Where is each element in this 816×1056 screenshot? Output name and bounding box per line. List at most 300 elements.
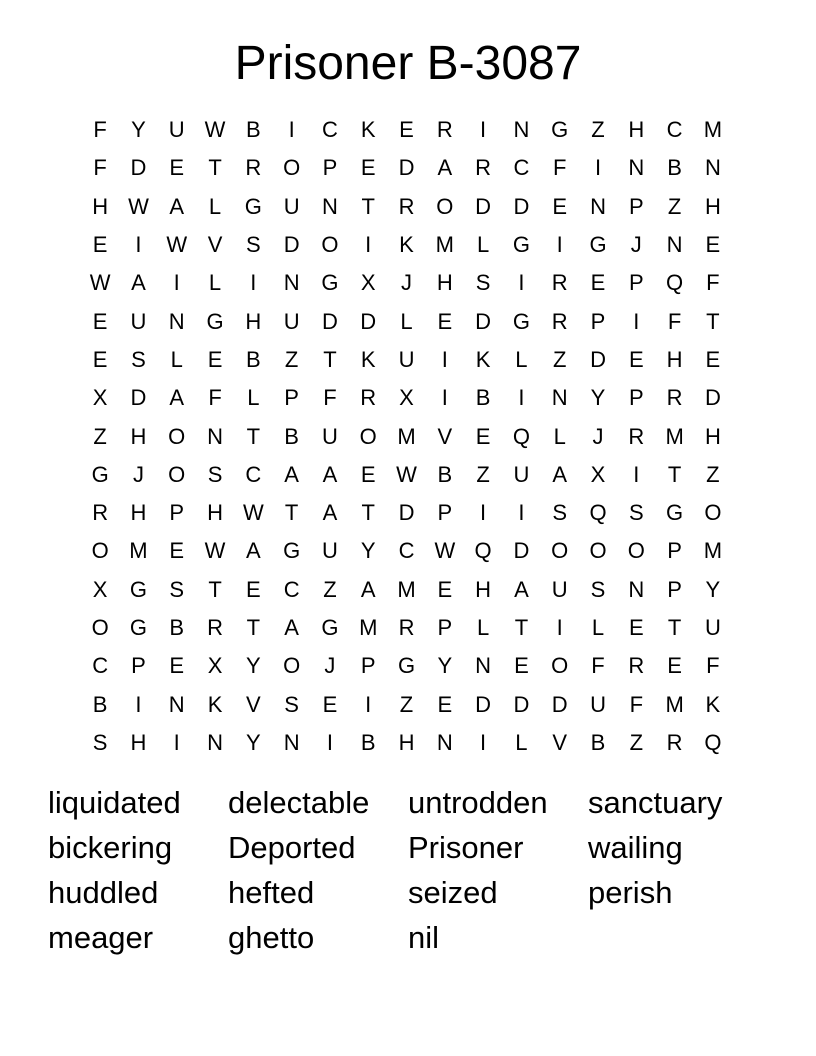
grid-letter: K — [360, 346, 376, 372]
grid-letter: R — [628, 653, 645, 679]
grid-letter: M — [129, 538, 148, 564]
grid-letter: H — [704, 193, 721, 219]
grid-letter: A — [169, 385, 185, 411]
grid-letter: Y — [590, 385, 606, 411]
grid-letter: T — [208, 576, 222, 602]
grid-letter: S — [628, 500, 644, 526]
grid-letter: I — [518, 500, 525, 526]
grid-letter: Q — [666, 270, 684, 296]
grid-letter: L — [208, 193, 222, 219]
grid-letter: U — [283, 193, 300, 219]
grid-letter: R — [551, 270, 568, 296]
grid-letter: E — [628, 615, 644, 640]
grid-letter: Z — [284, 346, 299, 372]
grid-letter: Q — [474, 538, 492, 564]
grid-letter: U — [590, 691, 606, 717]
grid-letter: C — [398, 538, 415, 564]
grid-letter: U — [283, 308, 300, 334]
grid-letter: U — [551, 576, 568, 602]
grid-letter: G — [244, 193, 262, 219]
grid-letter: N — [666, 232, 683, 258]
grid-letter: M — [359, 615, 378, 640]
grid-letter: D — [130, 385, 147, 411]
grid-letter: P — [437, 615, 453, 640]
grid-letter: A — [284, 461, 299, 487]
grid-letter: V — [437, 423, 453, 449]
grid-letter: J — [324, 653, 336, 679]
grid-letter: E — [322, 691, 338, 717]
grid-letter: U — [704, 615, 721, 640]
grid-letter: I — [441, 346, 448, 372]
grid-letter: Y — [437, 653, 453, 679]
grid-letter: P — [437, 500, 453, 526]
grid-letter: R — [551, 308, 568, 334]
grid-letter: B — [284, 423, 299, 449]
grid-letter: O — [627, 538, 645, 564]
grid-letter: D — [398, 155, 415, 181]
grid-letter: T — [514, 615, 529, 640]
grid-letter: J — [592, 423, 604, 449]
grid-letter: W — [204, 538, 226, 564]
grid-letter: M — [665, 691, 684, 717]
grid-letter: R — [398, 615, 415, 640]
letter-grid — [81, 111, 732, 762]
grid-letter: W — [128, 193, 149, 219]
grid-letter: L — [515, 346, 528, 372]
grid-letter: C — [513, 155, 530, 181]
grid-letter: O — [168, 423, 186, 449]
page-title: Prisoner B-3087 — [234, 37, 582, 90]
grid-letter: U — [168, 117, 185, 143]
grid-letter: N — [207, 423, 223, 449]
grid-letter: Q — [589, 500, 607, 526]
grid-letter: E — [437, 691, 453, 717]
grid-letter: I — [173, 270, 180, 296]
grid-letter: O — [704, 500, 722, 526]
grid-letter: N — [513, 117, 530, 143]
grid-letter: G — [512, 232, 530, 258]
grid-letter: D — [704, 385, 721, 411]
grid-letter: S — [590, 576, 606, 602]
grid-letter: G — [129, 615, 147, 640]
grid-letter: G — [206, 308, 224, 334]
grid-letter: K — [475, 346, 491, 372]
grid-letter: Y — [705, 576, 721, 602]
grid-letter: A — [360, 576, 376, 602]
grid-letter: F — [667, 308, 682, 334]
grid-letter: P — [667, 538, 682, 564]
grid-letter: D — [551, 691, 568, 717]
grid-letter: E — [92, 308, 108, 334]
grid-letter: V — [207, 232, 223, 258]
grid-letter: I — [365, 691, 372, 717]
grid-letter: A — [284, 615, 299, 640]
word-list-item: seized — [408, 875, 498, 910]
grid-letter: F — [208, 385, 222, 411]
grid-letter: Y — [245, 653, 261, 679]
grid-letter: X — [207, 653, 223, 679]
grid-letter: Z — [323, 576, 337, 602]
grid-letter: N — [628, 576, 645, 602]
grid-letter: I — [480, 729, 487, 755]
grid-letter: E — [360, 155, 376, 181]
grid-letter: H — [666, 346, 683, 372]
grid-letter: E — [705, 232, 721, 258]
grid-letter: D — [590, 346, 606, 372]
grid-letter: I — [594, 155, 602, 181]
grid-letter: Z — [476, 461, 490, 487]
grid-letter: M — [665, 423, 684, 449]
grid-letter: M — [703, 117, 723, 143]
grid-letter: C — [245, 461, 262, 487]
grid-letter: R — [245, 155, 262, 181]
word-list-item: hefted — [228, 875, 315, 910]
grid-letter: N — [704, 155, 721, 181]
word-list-item: Prisoner — [408, 830, 524, 865]
grid-letter: J — [630, 232, 642, 258]
grid-letter: W — [242, 500, 264, 526]
grid-letter: K — [360, 117, 376, 143]
grid-letter: N — [436, 729, 453, 755]
grid-letter: R — [398, 193, 415, 219]
grid-letter: B — [590, 729, 606, 755]
grid-letter: N — [283, 729, 300, 755]
grid-letter: B — [245, 117, 261, 143]
grid-letter: X — [360, 270, 376, 296]
grid-letter: P — [169, 500, 185, 526]
word-list-item: delectable — [228, 785, 370, 820]
word-list-item: meager — [48, 920, 154, 955]
grid-letter: O — [321, 232, 339, 258]
grid-letter: I — [518, 270, 525, 296]
grid-letter: S — [245, 232, 261, 258]
grid-letter: F — [706, 270, 720, 296]
grid-letter: P — [131, 653, 146, 679]
grid-letter: D — [360, 308, 377, 334]
grid-letter: I — [250, 270, 257, 296]
word-list-item: wailing — [588, 830, 683, 865]
grid-letter: C — [92, 653, 109, 679]
grid-letter: B — [437, 461, 453, 487]
grid-letter: T — [323, 346, 337, 372]
grid-letter: H — [398, 729, 415, 755]
grid-letter: E — [514, 653, 529, 679]
grid-letter: O — [168, 461, 186, 487]
grid-letter: E — [667, 653, 682, 679]
grid-letter: A — [514, 576, 529, 602]
grid-letter: W — [434, 538, 456, 564]
grid-letter: N — [321, 193, 338, 219]
grid-letter: E — [590, 270, 606, 296]
grid-letter: U — [130, 308, 147, 334]
grid-letter: D — [475, 691, 492, 717]
grid-letter: O — [91, 538, 109, 564]
grid-letter: U — [513, 461, 530, 487]
grid-letter: O — [91, 615, 109, 640]
grid-letter: P — [284, 385, 299, 411]
grid-letter: H — [207, 500, 223, 526]
grid-letter: G — [666, 500, 684, 526]
grid-letter: B — [667, 155, 682, 181]
grid-letter: K — [399, 232, 414, 258]
grid-letter: D — [513, 538, 530, 564]
grid-letter: T — [361, 500, 375, 526]
grid-letter: C — [666, 117, 683, 143]
grid-letter: U — [398, 346, 415, 372]
grid-letter: A — [169, 193, 185, 219]
grid-letter: L — [400, 308, 413, 334]
grid-letter: S — [207, 461, 223, 487]
grid-letter: L — [515, 729, 528, 755]
grid-letter: H — [475, 576, 492, 602]
grid-letter: I — [556, 615, 563, 640]
word-list-item: Deported — [228, 830, 356, 865]
grid-letter: P — [590, 308, 606, 334]
grid-letter: D — [130, 155, 147, 181]
grid-letter: V — [245, 691, 261, 717]
grid-letter: D — [321, 308, 338, 334]
word-list-item: perish — [588, 875, 673, 910]
grid-letter: N — [207, 729, 223, 755]
grid-letter: N — [551, 385, 568, 411]
grid-letter: O — [283, 155, 301, 181]
grid-letter: W — [166, 232, 188, 258]
word-list-item: liquidated — [48, 785, 181, 820]
grid-letter: E — [169, 155, 185, 181]
grid-letter: G — [589, 232, 607, 258]
grid-letter: H — [92, 193, 109, 219]
word-list-item: sanctuary — [588, 785, 723, 820]
grid-letter: P — [628, 193, 644, 219]
grid-letter: E — [437, 576, 453, 602]
grid-letter: A — [131, 270, 146, 296]
grid-letter: B — [475, 385, 491, 411]
grid-letter: F — [629, 691, 644, 717]
grid-letter: R — [628, 423, 645, 449]
grid-letter: F — [93, 117, 107, 143]
grid-letter: H — [245, 308, 262, 334]
grid-letter: E — [552, 193, 568, 219]
grid-letter: T — [284, 500, 299, 526]
grid-letter: S — [284, 691, 299, 717]
grid-letter: D — [475, 308, 492, 334]
grid-letter: H — [436, 270, 453, 296]
grid-letter: S — [475, 270, 491, 296]
grid-letter: L — [247, 385, 260, 411]
grid-letter: I — [518, 385, 525, 411]
grid-letter: P — [628, 385, 644, 411]
grid-letter: E — [169, 538, 185, 564]
grid-letter: R — [360, 385, 377, 411]
grid-letter: E — [169, 653, 185, 679]
grid-letter: Z — [629, 729, 644, 755]
grid-letter: E — [92, 232, 108, 258]
grid-letter: C — [283, 576, 300, 602]
grid-letter: R — [207, 615, 223, 640]
grid-letter: I — [135, 232, 142, 258]
grid-letter: H — [130, 729, 147, 755]
word-list-item: untrodden — [408, 785, 548, 820]
word-list-item: nil — [408, 920, 440, 955]
grid-letter: W — [89, 270, 111, 296]
grid-letter: H — [628, 117, 645, 143]
grid-letter: D — [513, 193, 530, 219]
grid-letter: R — [666, 385, 683, 411]
grid-letter: L — [170, 346, 183, 372]
grid-letter: G — [551, 117, 569, 143]
word-list-item: huddled — [48, 875, 159, 910]
grid-letter: K — [207, 691, 223, 717]
grid-letter: B — [360, 729, 376, 755]
grid-letter: S — [131, 346, 146, 372]
grid-letter: Y — [131, 117, 146, 143]
grid-letter: O — [283, 653, 301, 679]
grid-letter: T — [361, 193, 375, 219]
grid-letter: E — [705, 346, 721, 372]
grid-letter: Z — [552, 346, 567, 372]
grid-letter: N — [475, 653, 492, 679]
grid-letter: I — [365, 232, 372, 258]
grid-letter: E — [628, 346, 644, 372]
grid-letter: R — [436, 117, 453, 143]
grid-letter: L — [476, 232, 490, 258]
grid-letter: G — [512, 308, 530, 334]
grid-letter: T — [667, 461, 682, 487]
grid-letter: E — [92, 346, 108, 372]
grid-letter: H — [704, 423, 721, 449]
grid-letter: G — [283, 538, 301, 564]
grid-letter: G — [321, 615, 339, 640]
grid-letter: T — [667, 615, 682, 640]
grid-letter: E — [245, 576, 261, 602]
grid-letter: E — [475, 423, 491, 449]
grid-letter: Y — [245, 729, 261, 755]
grid-letter: R — [92, 500, 109, 526]
grid-letter: G — [129, 576, 147, 602]
grid-letter: Q — [512, 423, 530, 449]
grid-letter: S — [552, 500, 568, 526]
grid-letter: J — [401, 270, 413, 296]
grid-letter: I — [326, 729, 333, 755]
grid-letter: O — [551, 538, 569, 564]
grid-letter: I — [135, 691, 142, 717]
grid-letter: M — [435, 232, 454, 258]
grid-letter: T — [706, 308, 720, 334]
grid-letter: F — [706, 653, 720, 679]
grid-letter: F — [591, 653, 605, 679]
word-list — [48, 782, 788, 962]
grid-letter: W — [396, 461, 417, 487]
grid-letter: R — [475, 155, 492, 181]
grid-letter: W — [204, 117, 226, 143]
grid-letter: P — [322, 155, 338, 181]
grid-letter: I — [480, 117, 487, 143]
grid-letter: I — [480, 500, 487, 526]
grid-letter: U — [321, 423, 338, 449]
grid-letter: G — [397, 653, 416, 679]
grid-letter: X — [92, 385, 108, 411]
grid-letter: A — [437, 155, 453, 181]
grid-letter: F — [552, 155, 567, 181]
grid-letter: R — [666, 729, 683, 755]
grid-letter: P — [628, 270, 644, 296]
grid-letter: H — [130, 423, 147, 449]
grid-letter: B — [169, 615, 185, 640]
grid-letter: A — [245, 538, 261, 564]
grid-letter: V — [552, 729, 568, 755]
grid-letter: M — [703, 538, 723, 564]
grid-letter: B — [92, 691, 108, 717]
grid-letter: A — [322, 461, 338, 487]
grid-letter: D — [283, 232, 300, 258]
grid-letter: N — [628, 155, 645, 181]
grid-letter: Y — [360, 538, 376, 564]
grid-letter: P — [667, 576, 682, 602]
grid-letter: E — [207, 346, 223, 372]
grid-letter: Q — [704, 729, 722, 755]
grid-letter: L — [553, 423, 566, 449]
grid-letter: I — [288, 117, 295, 143]
grid-letter: N — [168, 308, 185, 334]
grid-letter: E — [437, 308, 453, 334]
grid-letter: O — [359, 423, 377, 449]
grid-letter: Z — [399, 691, 414, 717]
grid-letter: X — [92, 576, 108, 602]
grid-letter: L — [476, 615, 490, 640]
word-list-item: bickering — [48, 830, 173, 865]
grid-letter: B — [245, 346, 261, 372]
grid-letter: U — [321, 538, 338, 564]
grid-letter: Z — [706, 461, 720, 487]
grid-letter: M — [397, 423, 416, 449]
grid-letter: D — [475, 193, 492, 219]
grid-letter: S — [92, 729, 108, 755]
grid-letter: T — [208, 155, 222, 181]
grid-letter: K — [705, 691, 721, 717]
grid-letter: G — [321, 270, 339, 296]
grid-letter: J — [132, 461, 144, 487]
grid-letter: S — [169, 576, 185, 602]
grid-letter: D — [513, 691, 530, 717]
grid-letter: M — [397, 576, 416, 602]
grid-letter: I — [633, 308, 640, 334]
grid-letter: T — [246, 423, 261, 449]
grid-letter: N — [168, 691, 185, 717]
grid-letter: A — [322, 500, 338, 526]
grid-letter: L — [208, 270, 222, 296]
grid-letter: O — [589, 538, 607, 564]
grid-letter: X — [399, 385, 414, 411]
grid-letter: Z — [591, 117, 605, 143]
grid-letter: D — [398, 500, 415, 526]
grid-letter: A — [552, 461, 568, 487]
grid-letter: I — [633, 461, 640, 487]
grid-letter: Z — [93, 423, 107, 449]
grid-letter: N — [283, 270, 300, 296]
grid-letter: I — [173, 729, 180, 755]
grid-letter: N — [590, 193, 606, 219]
grid-letter: X — [590, 461, 606, 487]
grid-letter: H — [130, 500, 147, 526]
grid-letter: F — [323, 385, 337, 411]
grid-letter: I — [556, 232, 563, 258]
grid-letter: P — [360, 653, 376, 679]
grid-letter: Z — [667, 193, 682, 219]
grid-letter: E — [360, 461, 376, 487]
grid-letter: G — [91, 461, 109, 487]
grid-letter: T — [246, 615, 261, 640]
grid-letter: L — [591, 615, 605, 640]
